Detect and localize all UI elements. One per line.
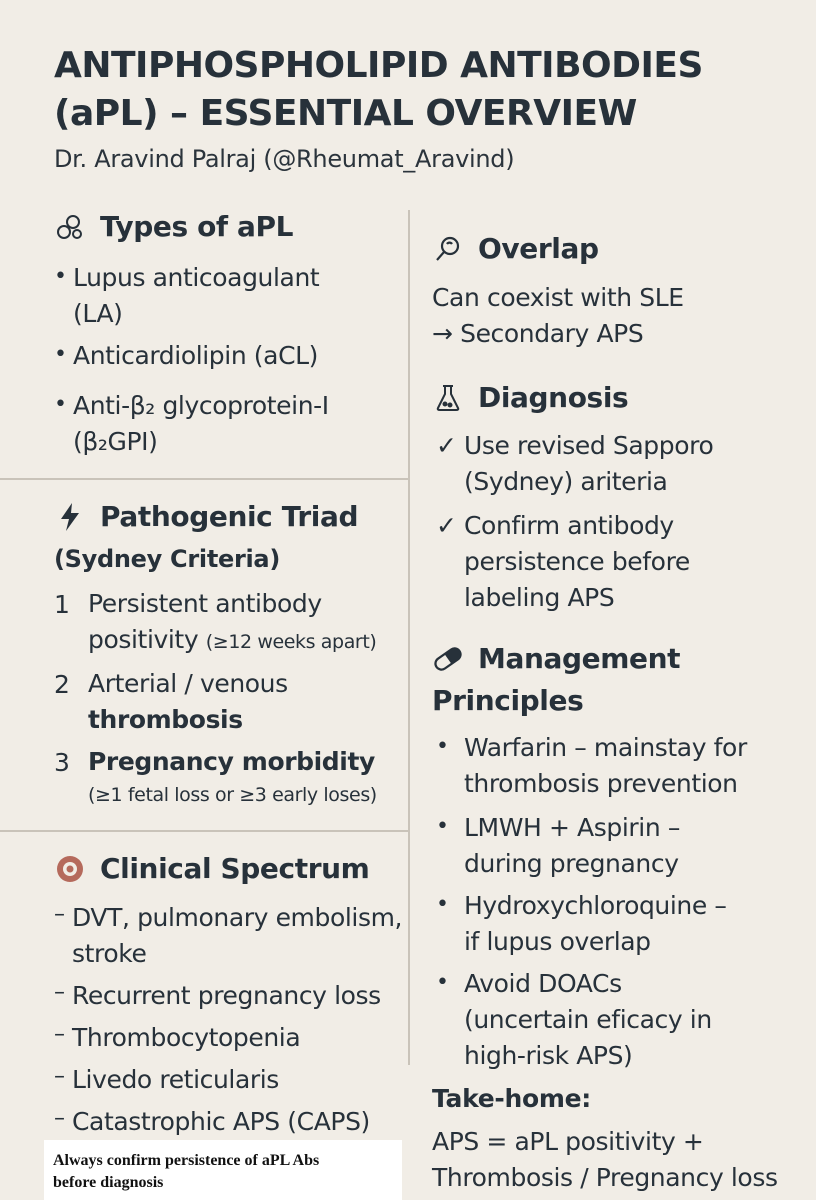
flask-icon (432, 384, 464, 412)
dash-icon: – (54, 902, 65, 927)
list-item (464, 966, 712, 1074)
bullet-icon: • (54, 264, 67, 289)
footnote-line-1: Always confirm persistence of aPL Abs (53, 1152, 320, 1169)
list-number: 2 (54, 670, 70, 699)
list-item-line (88, 622, 376, 660)
list-item: Recurrent pregnancy loss (72, 981, 381, 1010)
clinical-heading (54, 852, 369, 885)
section-divider-1 (0, 478, 408, 480)
overlap-heading-text: Overlap (478, 232, 599, 265)
bullet-icon: • (436, 892, 449, 917)
dash-icon: – (54, 1106, 65, 1131)
list-item: Thrombocytopenia (72, 1023, 301, 1052)
triad-subheading: (Sydney Criteria) (54, 545, 280, 573)
list-item-line: Lupus anticoagulant (73, 263, 320, 292)
list-item-line: labeling APS (464, 583, 615, 612)
title-line-1: ANTIPHOSPHOLIPID ANTIBODIES (54, 45, 703, 86)
list-item (72, 900, 402, 972)
list-item-line: (β₂GPI) (73, 427, 158, 456)
types-heading (54, 210, 293, 243)
list-item (464, 888, 727, 960)
footnote-box (44, 1140, 402, 1200)
list-item-line: Warfarin – mainstay for (464, 733, 747, 762)
bullet-icon: • (54, 342, 67, 367)
list-item-line: Confirm antibody (464, 511, 674, 540)
list-item-line: high-risk APS) (464, 1041, 633, 1070)
overlap-line-2: → Secondary APS (432, 319, 644, 348)
list-item-line: Anti-β₂ glycoprotein-I (73, 391, 329, 420)
bullet-icon: • (436, 814, 449, 839)
molecule-icon (54, 213, 86, 241)
management-heading (432, 642, 680, 675)
list-item-note: (≥12 weeks apart) (205, 631, 377, 653)
takehome-line-1: APS = aPL positivity + (432, 1127, 704, 1156)
bullet-icon: • (436, 970, 449, 995)
list-item-note: (≥1 fetal loss or ≥3 early loses) (88, 784, 377, 806)
list-item-line: persistence before (464, 547, 690, 576)
overlap-text (432, 280, 684, 352)
author-credit: Dr. Aravind Palraj (@Rheumat_Aravind) (54, 145, 515, 173)
lightning-icon (54, 502, 86, 532)
list-item-line: Anticardiolipin (aCL) (73, 341, 319, 370)
bullet-icon: • (436, 734, 449, 759)
list-item (464, 508, 690, 616)
diagnosis-heading (432, 381, 628, 414)
takehome-line-2: Thrombosis / Pregnancy loss (432, 1163, 778, 1192)
takehome-text (432, 1124, 778, 1196)
list-item: Catastrophic APS (CAPS) (72, 1107, 370, 1136)
section-divider-2 (0, 830, 408, 832)
magnifier-icon (432, 235, 464, 263)
list-item-line: (Sydney) ariteria (464, 467, 668, 496)
list-item-line: (uncertain eficacy in (464, 1005, 712, 1034)
bullet-icon: • (54, 392, 67, 417)
list-item (88, 586, 376, 660)
list-item-line: DVT, pulmonary embolism, (72, 903, 403, 932)
dash-icon: – (54, 1022, 65, 1047)
list-item (464, 730, 747, 802)
triad-heading (54, 500, 358, 533)
list-number: 3 (54, 748, 70, 777)
list-item-line: thrombosis prevention (464, 769, 738, 798)
target-icon (54, 855, 86, 883)
list-item (464, 428, 713, 500)
column-divider (408, 210, 410, 1065)
list-item-line: Persistent antibody (88, 589, 322, 618)
list-item-line: Arterial / venous (88, 669, 288, 698)
list-item-line: LMWH + Aspirin – (464, 813, 680, 842)
dash-icon: – (54, 1064, 65, 1089)
page-title (54, 42, 794, 138)
list-item-line: Hydroxychloroquine – (464, 891, 727, 920)
check-icon: ✓ (436, 431, 457, 460)
check-icon: ✓ (436, 511, 457, 540)
list-item (73, 338, 318, 374)
pill-icon (432, 645, 464, 673)
list-item-line: stroke (72, 939, 147, 968)
list-item-line: (LA) (73, 299, 123, 328)
overlap-line-1: Can coexist with SLE (432, 283, 684, 312)
list-item (88, 666, 288, 738)
list-item (73, 388, 329, 460)
footnote-line-2: before diagnosis (53, 1174, 164, 1191)
overlap-heading (432, 232, 599, 265)
list-item-line: if lupus overlap (464, 927, 651, 956)
list-number: 1 (54, 590, 70, 619)
list-item-line: Use revised Sapporo (464, 431, 714, 460)
list-item-text: positivity (88, 625, 199, 654)
list-item-line: Pregnancy morbidity (88, 747, 375, 776)
list-item-line: Avoid DOACs (464, 969, 622, 998)
list-item: Livedo reticularis (72, 1065, 279, 1094)
triad-heading-text: Pathogenic Triad (100, 500, 359, 533)
takehome-heading: Take-home: (432, 1084, 591, 1113)
dash-icon: – (54, 980, 65, 1005)
clinical-heading-text: Clinical Spectrum (100, 852, 370, 885)
types-heading-text: Types of aPL (100, 210, 294, 243)
management-heading-line-2: Principles (432, 684, 584, 717)
list-item (464, 810, 680, 882)
diagnosis-heading-text: Diagnosis (478, 381, 629, 414)
title-line-2: (aPL) – ESSENTIAL OVERVIEW (54, 93, 637, 134)
list-item-line: thrombosis (88, 705, 243, 734)
management-heading-text: Management (478, 642, 681, 675)
list-item (73, 260, 319, 332)
list-item (88, 744, 377, 810)
list-item-line: during pregnancy (464, 849, 679, 878)
